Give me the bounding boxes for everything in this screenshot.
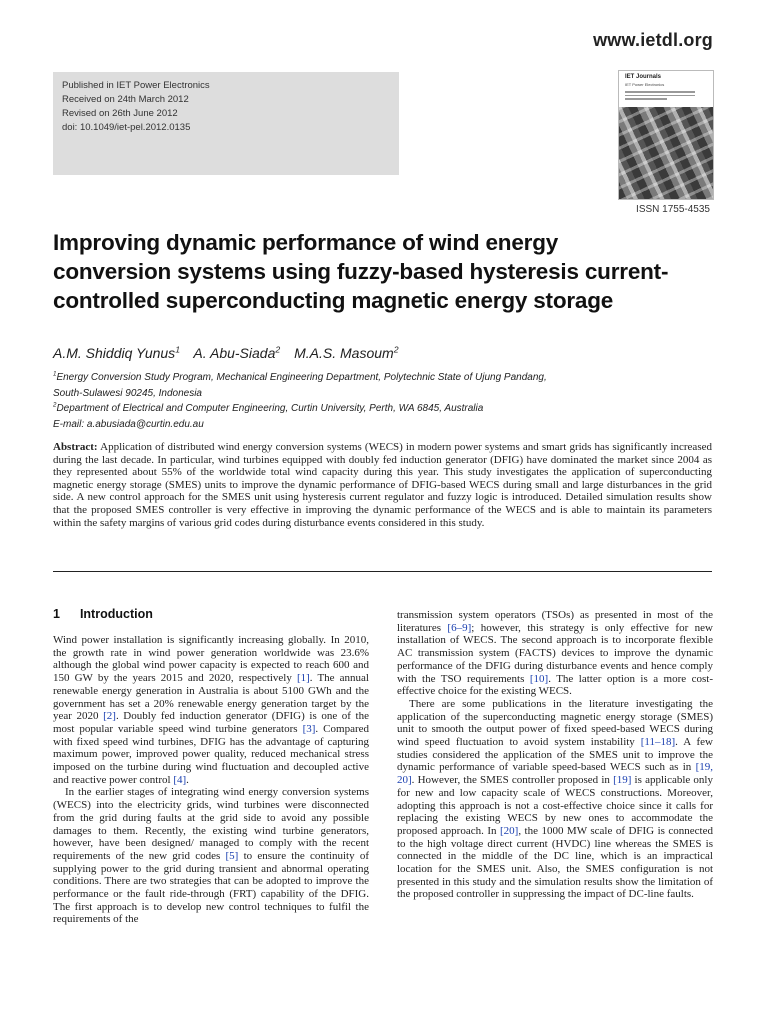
cover-text-lines (625, 91, 695, 102)
citation-link[interactable]: [19, 20] (397, 761, 713, 787)
affiliation-1: $^1$Energy Conversion Study Program, Mechanical Engineering Department, Polytechnic State of Ujung Pandang, (53, 370, 547, 383)
left-column (53, 634, 369, 926)
citation-link[interactable]: [6–9] (447, 621, 472, 634)
cover-roof-tiles-photo (619, 107, 713, 200)
paragraph: Wind power installation is significantly increasing globally. In 2010, the growth rate in wind power generation worldwide was 23.6% although the global wind power capacity is expected to reach 600 and 150 GW by the years 2015 and 2020, respectively [1]. The annual renewable energy generation in Australia is about 5100 GWh and the government has set a 20% renewable energy generation target by the year 2020 [2]. Doubly fed induction generator (DFIG) is one of the most popular variable speed wind turbine generators [3]. Compared with fixed speed wind turbines, DFIG has the advantage of capturing maximum power, improved power quality, reduced mechanical stress imposed on the turbine during wind fluctuation and decoupled active and reactive power control [4]. (53, 634, 369, 786)
abstract-text: Application of distributed wind energy conversion systems (WECS) in modern power systems and smart grids has significantly increased during the last decade. In particular, wind turbines equipped with doubly fed induction generator (DFIG) have dominated the market since 2004 as they represented about 55% of the worldwide total wind capacity during this year. This study investigates the application of superconducting magnetic energy storage (SMES) units to improve the dynamic performance of DFIG-based WECS during small and large disturbances in the grid side. A new control approach for the SMES unit using hysteresis current regulator and fuzzy logic is introduced. Detailed simulation results show that the proposed SMES controller is very effective in improving the dynamic performance of the WECS and is able to maintain its parameters within the safety margins of various grid codes during disturbance events considered in this study. (53, 441, 712, 529)
citation-link[interactable]: [11–18] (640, 736, 676, 749)
paragraph: In the earlier stages of integrating wind energy conversion systems (WECS) into the electricity grids, wind turbines were disconnected from the grid during faults at the grid side to avoid any possible damages to them. Recently, the existing wind turbine generators, however, have been designed/ managed to comply with the recent requirements of the new grid codes [5] to ensure the continuity of supplying power to the grid during transient and abnormal operating conditions. There are two strategies that can be adopted to improve the performance or the fault ride-through (FRT) capability of the DFIG. The first approach is to develop new control techniques to fulfil the requirements of the (53, 786, 369, 926)
received-date: Received on 24th March 2012 (62, 94, 189, 105)
author: A.M. Shiddiq Yunus$^1$ (53, 344, 181, 361)
citation-link[interactable]: [19] (613, 774, 632, 787)
citation-link[interactable]: [1] (296, 672, 310, 685)
right-column (397, 609, 713, 901)
citation-link[interactable]: [3] (302, 722, 316, 735)
citation-link[interactable]: [20] (499, 824, 519, 837)
contact-email[interactable]: E-mail: a.abusiada@curtin.edu.au (53, 418, 204, 430)
citation-link[interactable]: [5] (225, 849, 239, 862)
affiliation-1-cont: South-Sulawesi 90245, Indonesia (53, 387, 202, 399)
paper-title: Improving dynamic performance of wind energy conversion systems using fuzzy-based hysteresis current-controlled superconducting magnetic energy storage (53, 230, 669, 313)
section-divider (53, 571, 712, 572)
abstract-label: Abstract: (53, 441, 98, 453)
site-url[interactable]: www.ietdl.org (593, 30, 713, 50)
section-title: Introduction (79, 607, 153, 621)
issn: ISSN 1755-4535 (636, 204, 710, 215)
section-heading (53, 607, 153, 621)
paragraph: transmission system operators (TSOs) as presented in most of the literatures [6–9]; however, this strategy is only effective for new installation of WECS. The second approach is to incorporate flexible AC transmission system (FACTS) devices to improve the dynamic performance of the DFIG during disturbance events and hence comply with the TSO requirements [10]. The latter option is a more cost-effective choice for the existing WECS. (397, 609, 714, 698)
cover-journal-name: IET Power Electronics (625, 82, 665, 87)
author: M.A.S. Masoum$^2$ (294, 344, 399, 361)
citation-link[interactable]: [2] (103, 710, 116, 723)
section-number: 1 (53, 607, 60, 621)
journal-line: Published in IET Power Electronics (62, 80, 210, 91)
publication-info-box (53, 72, 399, 175)
doi[interactable]: doi: 10.1049/iet-pel.2012.0135 (62, 122, 191, 133)
affiliation-2: $^2$Department of Electrical and Computer Engineering, Curtin University, Perth, WA 6845, Australia (53, 401, 484, 414)
revised-date: Revised on 26th June 2012 (62, 108, 178, 119)
author: A. Abu-Siada$^2$ (193, 344, 281, 361)
author-list (53, 345, 409, 361)
journal-cover-image (618, 70, 714, 200)
citation-link[interactable]: [4] (173, 773, 187, 786)
paragraph: There are some publications in the literature investigating the application of the superconducting magnetic energy storage (SMES) unit to smooth the output power of fixed speed-based WECS during wind speed fluctuation to avoid system instability [11–18]. A few studies considered the application of the SMES unit to improve the dynamic performance of variable speed-based WECS such as in [19, 20]. However, the SMES controller proposed in [19] is applicable only for new and low capacity scale of WECS constructions. Moreover, adopting this approach is not a cost-effective choice since it calls for replacing the existing WECS by new ones to accommodate the proposed approach. In [20], the 1000 MW scale of DFIG is connected to the high voltage direct current (HVDC) line whereas the SMES is connected in the middle of the DC line, which is an impractical location for the SMES unit. Also, the SMES configuration is not presented in this study and the simulation results show the limitation of the proposed controller in suppressing the impact of DC-line faults. (397, 697, 713, 901)
abstract (53, 441, 712, 529)
citation-link[interactable]: [10] (529, 672, 549, 685)
affiliations (53, 370, 713, 432)
cover-brand: IET Journals (625, 74, 662, 80)
